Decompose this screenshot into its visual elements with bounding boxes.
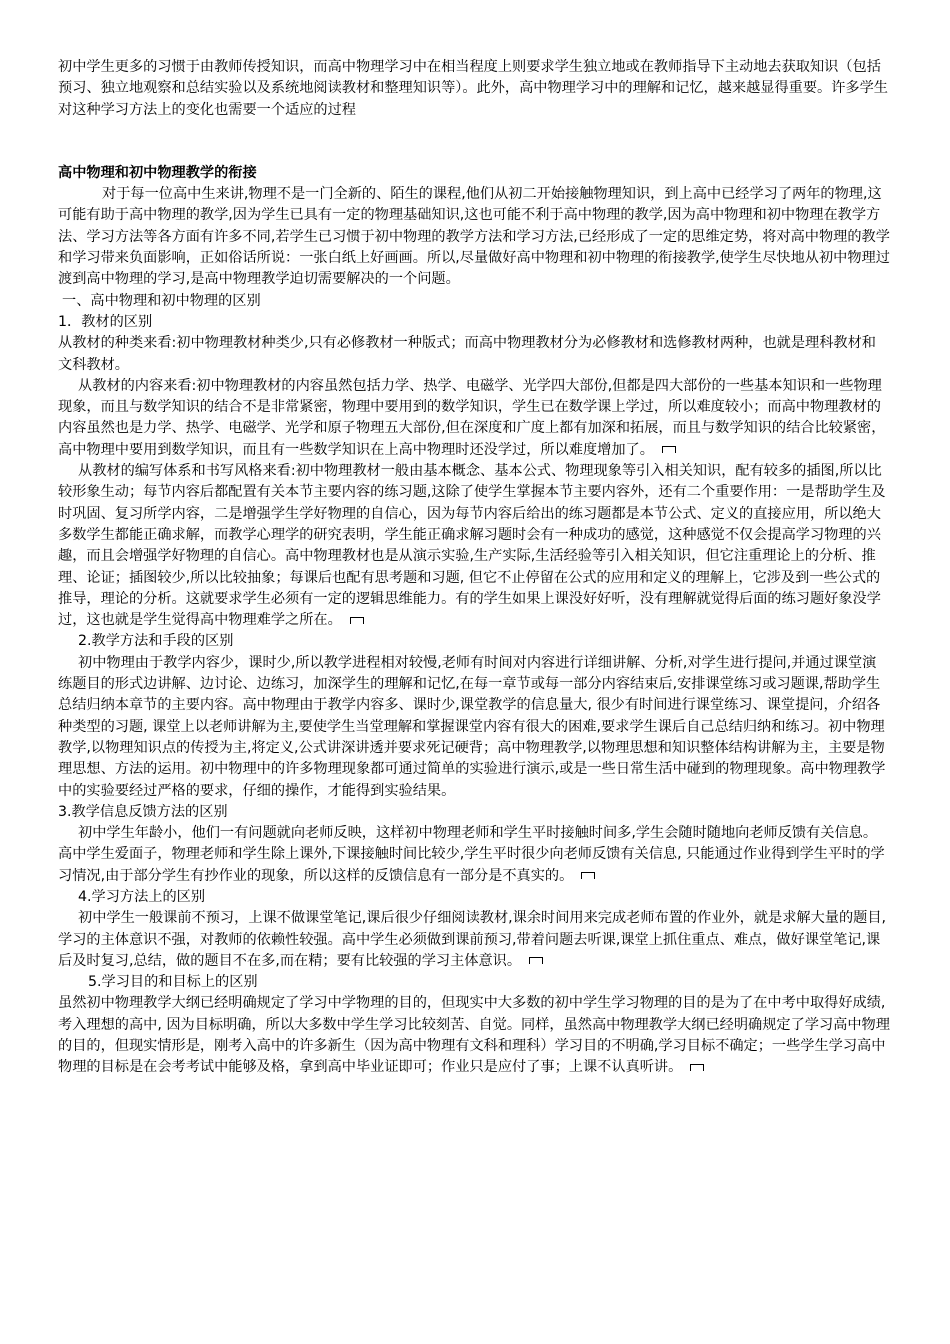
section-heading-differences: 一、高中物理和初中物理的区别 <box>62 292 261 309</box>
paragraph-textbook-style: 从教材的编写体系和书写风格来看:初中物理教材一般由基本概念、基本公式、物理现象等引入相关知识，配有较多的插图,所以比较形象生动；每节内容后都配置有关本节主要内容的练习题,这除了使学生掌握本节主要内容外，还有二个重要作用：一是帮助学生及时巩固、复习所学内容，二是增强学生学好物理的自信心，因为每节内容后给出的练习题都是本节公式、定义的直接应用，所以绝大多数学生都能正确求解，而教学心理学的研究表明，学生能正确求解习题时会有一种成功的感觉，这种感觉不仅会提高学习物理的兴趣，而且会增强学好物理的自信心。高中物理教材也是从演示实验,生产实际,生活经验等引入相关知识，但它注重理论上的分析、推理、论证；插图较少,所以比较抽象；每课后也配有思考题和习题, 但它不止停留在公式的应用和定义的理解上，它涉及到一些公式的推导，理论的分析。这就要求学生必须有一定的逻辑思维能力。有的学生如果上课没好好听，没有理解就觉得后面的练习题好象没学过，这也就是学生觉得高中物理难学之所在。 <box>58 463 886 629</box>
paragraph-end-mark <box>581 872 595 879</box>
subheading-goals: 5.学习目的和目标上的区别 <box>88 974 258 991</box>
paragraph-end-mark <box>529 957 543 964</box>
intro-paragraph: 初中学生更多的习惯于由教师传授知识，而高中物理学习中在相当程度上则要求学生独立地或在教师指导下主动地去获取知识（包括预习、独立地观察和总结实验以及系统地阅读教材和整理知识等）。此外，高中物理学习中的理解和记忆，越来越显得重要。许多学生对这种学习方法上的变化也需要一个适应的过程 <box>58 59 888 118</box>
paragraph-teaching-methods: 初中物理由于教学内容少，课时少,所以教学进程相对较慢,老师有时间对内容进行详细讲解、分析,对学生进行提问,并通过课堂演练题目的形式边讲解、边讨论、边练习，加深学生的理解和记忆,在每一章节或每一部分内容结束后,安排课堂练习或习题课,帮助学生总结归纳本章节的主要内容。高中物理由于教学内容多、课时少,课堂教学的信息量大, 很少有时间进行课堂练习、课堂提问，介绍各种类型的习题, 课堂上以老师讲解为主,要使学生当堂理解和掌握课堂内容有很大的困难,要求学生课后自己总结归纳和练习。初中物理教学,以物理知识点的传授为主,将定义,公式讲深讲透并要求死记硬背；高中物理教学,以物理思想和知识整体结构讲解为主，主要是物理思想、方法的运用。初中物理中的许多物理现象都可通过简单的实验进行演示,或是一些日常生活中碰到的物理现象。高中物理教学中的实验要经过严格的要求，仔细的操作，才能得到实验结果。 <box>58 654 886 799</box>
subheading-study-methods: 4.学习方法上的区别 <box>78 888 206 905</box>
document-title: 高中物理和初中物理教学的衔接 <box>58 164 257 181</box>
section-gap <box>58 121 890 163</box>
paragraph-feedback: 初中学生年龄小，他们一有问题就向老师反映，这样初中物理老师和学生平时接触时间多,学生会随时随地向老师反馈有关信息。高中学生爱面子，物理老师和学生除上课外,下课接触时间比较少,学生平时很少向老师反馈有关信息, 只能通过作业得到学生平时的学习情况,由于部分学生有抄作业的现象，所以这样的反馈信息有一部分是不真实的。 <box>58 825 885 884</box>
paragraph-end-mark <box>690 1064 704 1071</box>
paragraph-study-methods: 初中学生一般课前不预习，上课不做课堂笔记,课后很少仔细阅读教材,课余时间用来完成老师布置的作业外，就是求解大量的题目, 学习的主体意识不强，对教师的依赖性较强。高中学生必须做到课前预习,带着问题去听课,课堂上抓住重点、难点，做好课堂笔记,课后及时复习,总结，做的题目不在多,而在精；要有比较强的学习主体意识。 <box>58 910 887 969</box>
opening-paragraph: 对于每一位高中生来讲,物理不是一门全新的、陌生的课程,他们从初二开始接触物理知识，到上高中已经学习了两年的物理,这可能有助于高中物理的教学,因为学生已具有一定的物理基础知识,这也可能不利于高中物理的教学,因为高中物理和初中物理在教学方法、学习方法等各方面有许多不同,若学生已习惯于初中物理的教学方法和学习方法,已经形成了一定的思维定势，将对高中物理的教学和学习带来负面影响，正如俗话所说：一张白纸上好画画。所以,尽量做好高中物理和初中物理的衔接教学,使学生尽快地从初中物理过渡到高中物理的学习,是高中物理教学迫切需要解决的一个问题。 <box>58 186 890 288</box>
paragraph-end-mark <box>662 446 676 453</box>
subheading-teaching-methods: 2.教学方法和手段的区别 <box>78 633 234 650</box>
subheading-textbooks: 1．教材的区别 <box>58 313 153 330</box>
paragraph-goals: 虽然初中物理教学大纲已经明确规定了学习中学物理的目的，但现实中大多数的初中学生学习物理的目的是为了在中考中取得好成绩,考入理想的高中, 因为目标明确，所以大多数中学生学习比较刻苦、自觉。同样，虽然高中物理教学大纲已经明确规定了学习高中物理的目的，但现实情形是，刚考入高中的许多新生（因为高中物理有文科和理科）学习目的不明确,学习目标不确定；一些学生学习高中物理的目标是在会考考试中能够及格，拿到高中毕业证即可；作业只是应付了事；上课不认真听讲。 <box>58 995 890 1076</box>
paragraph-textbook-kinds: 从教材的种类来看:初中物理教材种类少,只有必修教材一种版式；而高中物理教材分为必修教材和选修教材两种，也就是理科教材和文科教材。 <box>58 335 876 373</box>
paragraph-textbook-content: 从教材的内容来看:初中物理教材的内容虽然包括力学、热学、电磁学、光学四大部份,但都是四大部份的一些基本知识和一些物理现象，而且与数学知识的结合不是非常紧密，物理中要用到的数学知识，学生已在数学课上学过，所以难度较小；而高中物理教材的内容虽然也是力学、热学、电磁学、光学和原子物理五大部份,但在深度和广度上都有加深和拓展，而且与数学知识的结合比较紧密，高中物理中要用到数学知识，而且有一些数学知识在上高中物理时还没学过，所以难度增加了。 <box>58 377 886 458</box>
paragraph-end-mark <box>350 617 364 624</box>
subheading-feedback: 3.教学信息反馈方法的区别 <box>58 803 228 820</box>
